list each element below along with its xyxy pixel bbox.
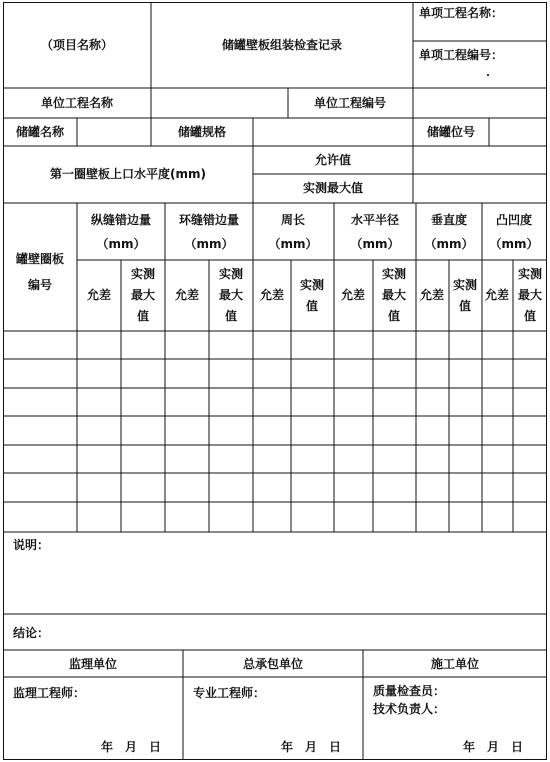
- tank-position-label: 储罐位号: [426, 125, 476, 139]
- sub-measured-value: 实测 值: [452, 278, 478, 313]
- sub-tolerance: 允差: [86, 288, 112, 302]
- construction-date: 年 月 日: [463, 740, 524, 754]
- single-project-name-label: 单项工程名称：: [419, 6, 504, 20]
- general-contractor-label: 总承包单位: [242, 657, 304, 671]
- sub-tolerance: 允差: [484, 288, 510, 302]
- quality-inspector-label: 质量检查员：: [373, 684, 446, 698]
- conclusion-label: 结论：: [13, 626, 50, 640]
- sub-measured-max: 实测 最大 值: [130, 267, 156, 323]
- single-project-no-label: 单项工程编号：: [419, 48, 504, 62]
- contractor-date: 年 月 日: [281, 740, 342, 754]
- group-header-circumferential-misalign: 环缝错边量 （mm）: [178, 213, 240, 251]
- supervisor-unit-label: 监理单位: [68, 657, 118, 671]
- tank-name-label: 储罐名称: [15, 125, 65, 139]
- specialist-engineer-label: 专业工程师：: [193, 686, 266, 700]
- project-name: （项目名称）: [40, 38, 114, 52]
- group-header-verticality: 垂直度 （mm）: [424, 213, 474, 251]
- group-header-circumference: 周长 （mm）: [268, 213, 318, 251]
- construction-unit-label: 施工单位: [430, 657, 480, 671]
- group-header-longitudinal-misalign: 纵缝错边量 （mm）: [90, 213, 152, 251]
- sub-measured-max: 实测 最大 值: [381, 267, 407, 323]
- group-header-horizontal-radius: 水平半径 （mm）: [350, 213, 400, 251]
- sub-measured-value: 实测 值: [299, 278, 325, 313]
- form-title: 储罐壁板组装检查记录: [221, 38, 343, 52]
- sub-tolerance: 允差: [419, 288, 445, 302]
- technical-lead-label: 技术负责人：: [373, 702, 446, 716]
- unit-project-no-label: 单位工程编号: [313, 96, 387, 110]
- allowable-value-label: 允许值: [314, 153, 352, 167]
- tank-spec-label: 储罐规格: [177, 125, 227, 139]
- first-ring-level-label: 第一圈壁板上口水平度(mm): [50, 167, 206, 181]
- dot-mark: [487, 74, 489, 76]
- panel-no-header: 罐壁圈板 编号: [15, 252, 65, 292]
- sub-tolerance: 允差: [340, 288, 366, 302]
- sub-measured-max: 实测 最大 值: [218, 267, 244, 323]
- sub-tolerance: 允差: [259, 288, 285, 302]
- supervisor-engineer-label: 监理工程师：: [13, 686, 86, 700]
- sub-measured-max: 实测 最大 值: [517, 267, 543, 323]
- sub-tolerance: 允差: [174, 288, 200, 302]
- measured-max-label: 实测最大值: [302, 181, 364, 195]
- description-label: 说明：: [13, 538, 50, 552]
- form-grid-lines: [3, 2, 547, 760]
- unit-project-name-label: 单位工程名称: [40, 96, 114, 110]
- supervisor-date: 年 月 日: [101, 740, 162, 754]
- group-header-concavity: 凸凹度 （mm）: [489, 213, 539, 251]
- inspection-form: [3, 2, 547, 760]
